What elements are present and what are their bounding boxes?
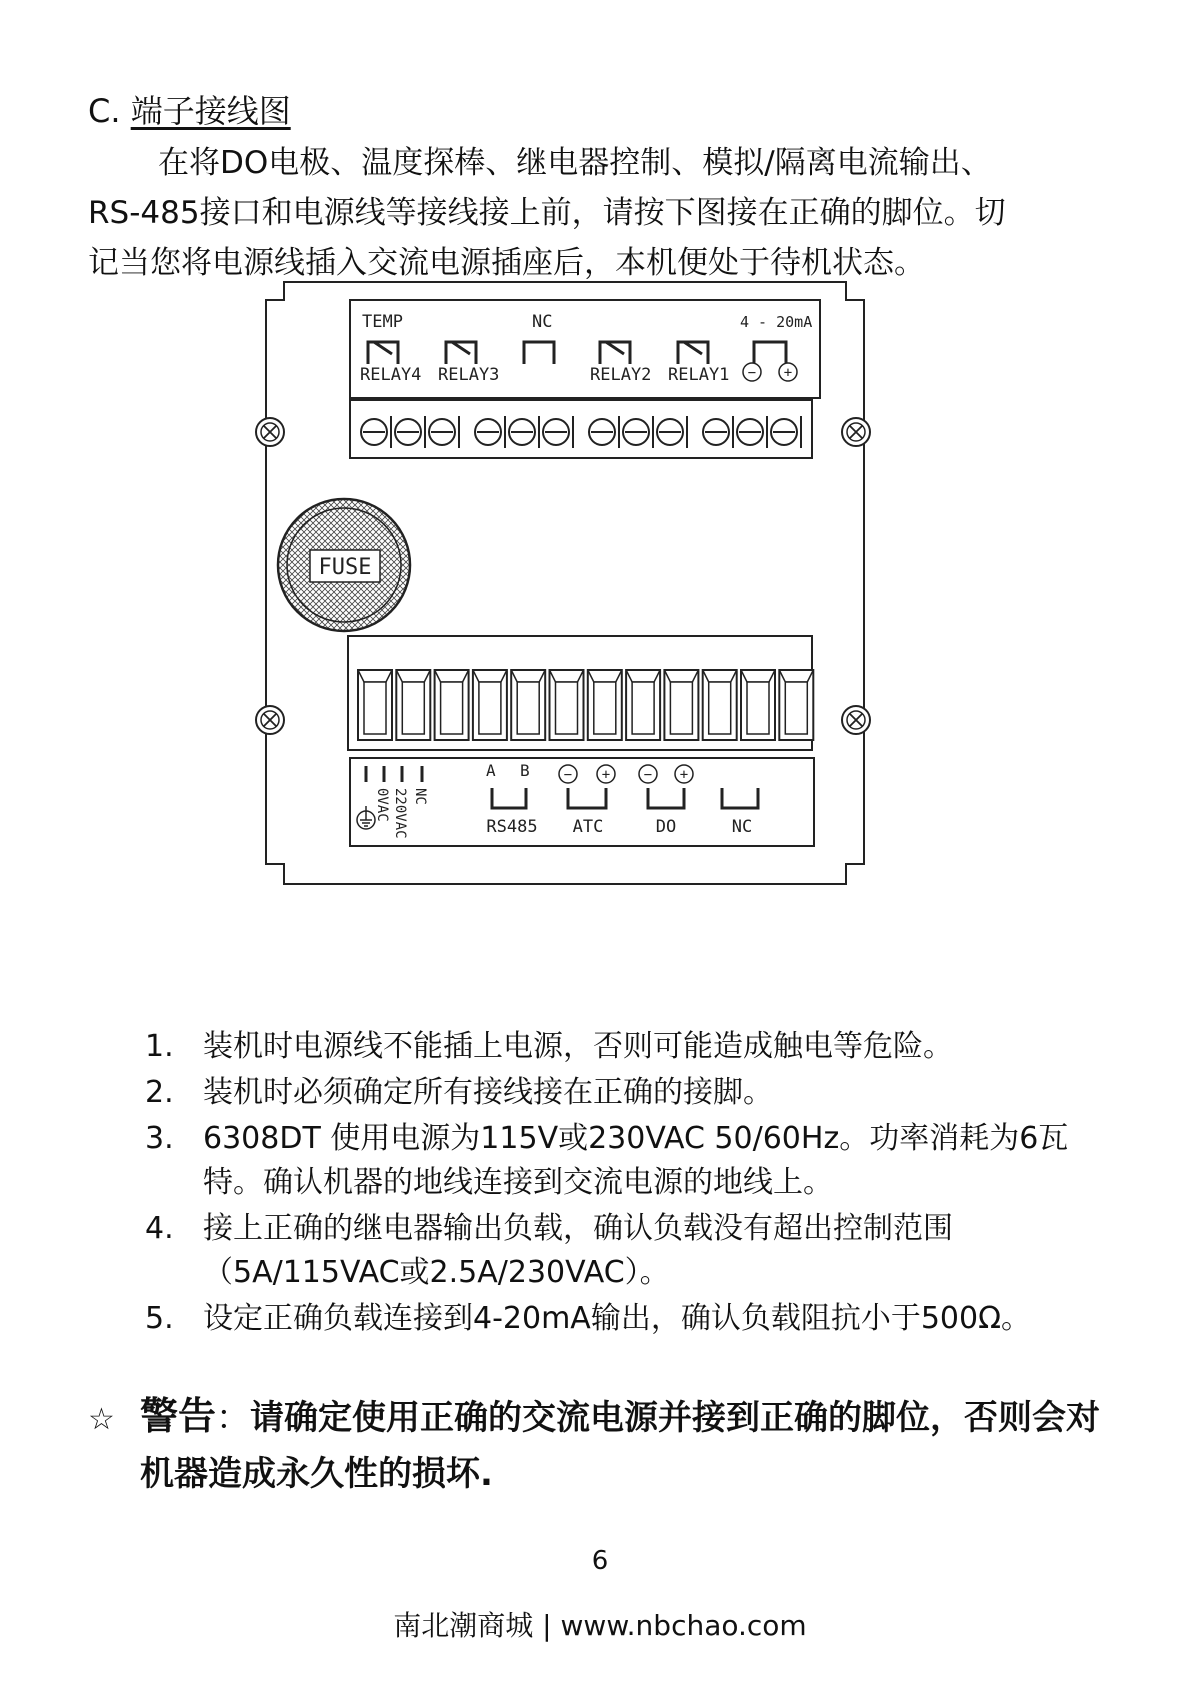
current-minus-sign: −	[747, 365, 757, 381]
atc-plus-sign: +	[601, 767, 611, 783]
lower-terminal-slot	[511, 670, 545, 740]
note-item	[145, 1207, 1125, 1295]
relay4-label: RELAY4	[360, 365, 422, 385]
lower-terminal-slot	[396, 670, 430, 740]
lower-terminal-slot	[741, 670, 775, 740]
intro-line-2: RS-485接口和电源线等接线接上前，请按下图接在正确的脚位。切	[88, 195, 1006, 231]
page-number: 6	[591, 1546, 609, 1576]
note-number: 1.	[145, 1029, 174, 1064]
lower-terminal-slot	[626, 670, 660, 740]
warning-separator: ：	[216, 1398, 251, 1438]
warning-message: 请确定使用正确的交流电源并接到正确的脚位，否则会对机器造成永久性的损坏.	[140, 1398, 1101, 1494]
mounting-screw-top-left	[256, 418, 284, 446]
do-plus-sign: +	[679, 767, 689, 783]
nc-right-label: NC	[731, 817, 753, 837]
note-text: 6308DT 使用电源为115V或230VAC 50/60Hz。功率消耗为6瓦特。确认机器的地线连接到交流电源的地线上。	[203, 1121, 1069, 1200]
section-title: 端子接线图	[130, 92, 291, 130]
section-letter: C.	[88, 92, 121, 130]
relay2-label: RELAY2	[590, 365, 652, 385]
warning-block	[88, 1388, 1128, 1502]
note-item	[145, 1297, 1125, 1341]
temp-label: TEMP	[362, 312, 403, 332]
do-label: DO	[655, 817, 677, 837]
lower-terminal-slot	[358, 670, 392, 740]
lower-terminal-slot	[435, 670, 469, 740]
intro-line-3: 记当您将电源线插入交流电源插座后，本机便处于待机状态。	[88, 245, 925, 281]
mounting-screw-bottom-right	[842, 706, 870, 734]
rs485-label: RS485	[486, 817, 538, 837]
star-icon: ☆	[88, 1402, 115, 1437]
section-heading	[88, 86, 291, 132]
mounting-screw-top-right	[842, 418, 870, 446]
lower-terminal-slot	[703, 670, 737, 740]
installation-notes	[145, 1025, 1125, 1343]
current-output-label: 4 - 20mA	[740, 313, 813, 331]
do-minus-sign: −	[643, 767, 653, 783]
relay3-label: RELAY3	[438, 365, 500, 385]
rs485-a-label: A	[486, 761, 496, 780]
vac0-label: 0VAC	[374, 788, 390, 822]
current-plus-sign: +	[783, 365, 793, 381]
lower-terminal-slot	[664, 670, 698, 740]
nc-top-label: NC	[532, 312, 553, 332]
mounting-screw-bottom-left	[256, 706, 284, 734]
note-number: 3.	[145, 1121, 174, 1156]
terminal-wiring-diagram	[250, 280, 950, 900]
atc-label: ATC	[572, 817, 604, 837]
lower-terminal-slot	[779, 670, 813, 740]
note-item	[145, 1071, 1125, 1115]
rs485-b-label: B	[520, 761, 530, 780]
footer-watermark: 南北潮商城 | www.nbchao.com	[393, 1609, 807, 1642]
lower-terminal-slot	[550, 670, 584, 740]
vac220-label: 220VAC	[392, 788, 408, 839]
lower-terminal-slot	[473, 670, 507, 740]
note-item	[145, 1025, 1125, 1069]
relay1-label: RELAY1	[668, 365, 730, 385]
note-text: 装机时必须确定所有接线接在正确的接脚。	[203, 1075, 773, 1110]
note-item	[145, 1117, 1125, 1205]
note-text: 装机时电源线不能插上电源，否则可能造成触电等危险。	[203, 1029, 953, 1064]
intro-paragraph	[88, 138, 1108, 288]
note-text: 设定正确负载连接到4-20mA输出，确认负载阻抗小于500Ω。	[203, 1301, 1032, 1336]
intro-line-1: 在将DO电极、温度探棒、继电器控制、模拟/隔离电流输出、	[158, 145, 992, 181]
note-number: 4.	[145, 1211, 174, 1246]
lower-terminal-slot	[588, 670, 622, 740]
nc-left-label: NC	[412, 788, 428, 805]
note-text: 接上正确的继电器输出负载，确认负载没有超出控制范围（5A/115VAC或2.5A/230VAC）。	[203, 1211, 953, 1290]
warning-label: 警告	[140, 1394, 217, 1438]
note-number: 5.	[145, 1301, 174, 1336]
atc-minus-sign: −	[563, 767, 573, 783]
fuse-label: FUSE	[318, 555, 372, 580]
note-number: 2.	[145, 1075, 174, 1110]
